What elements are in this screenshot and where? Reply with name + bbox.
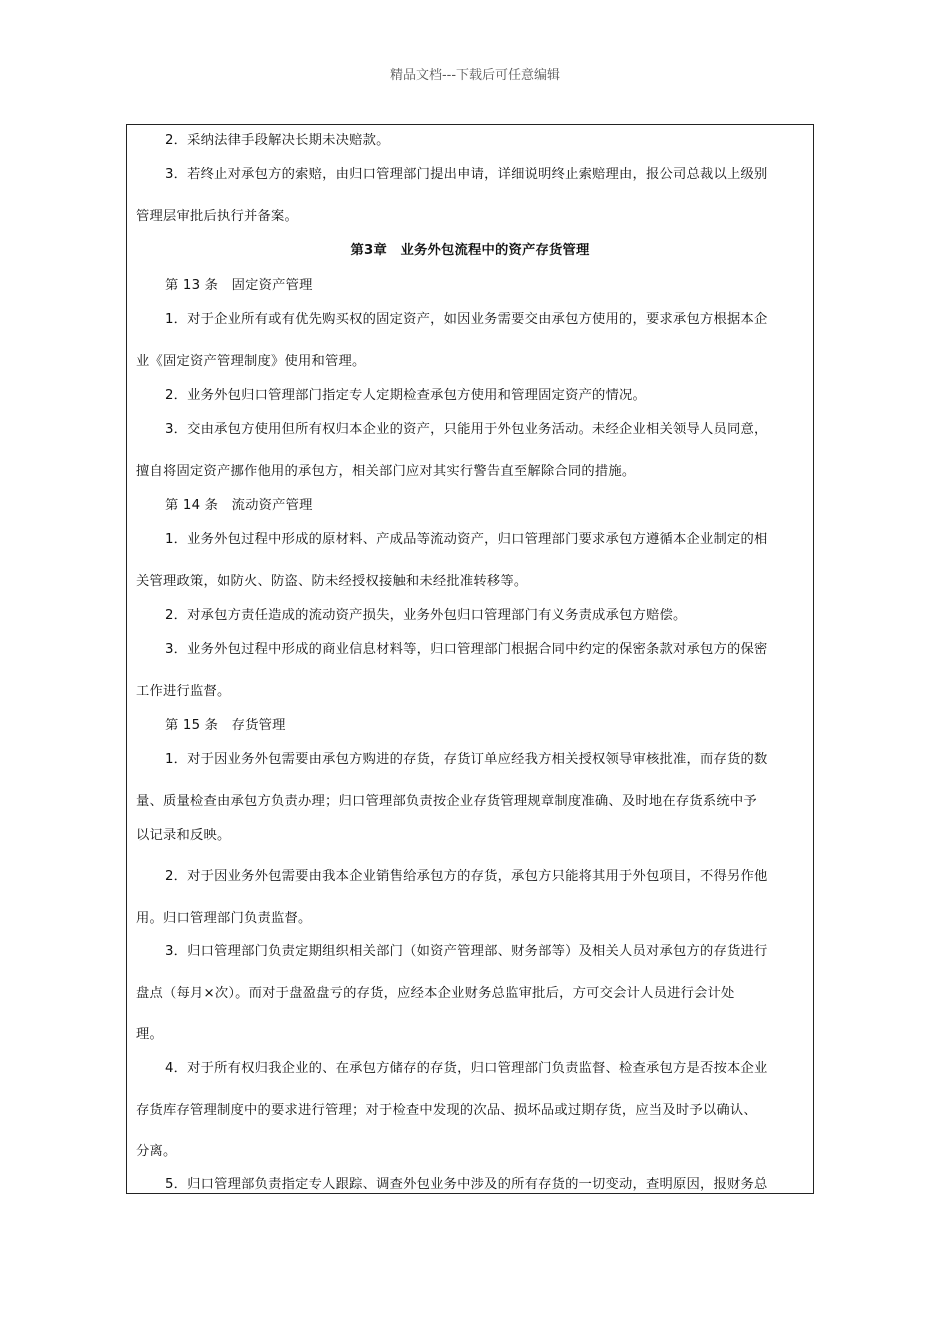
clause-line: 3．归口管理部门负责定期组织相关部门（如资产管理部、财务部等）及相关人员对承包方的存货进行 bbox=[165, 944, 768, 959]
article-heading: 第 14 条 流动资产管理 bbox=[165, 498, 313, 513]
header-watermark: 精品文档---下载后可任意编辑 bbox=[389, 68, 561, 83]
clause-line: 4．对于所有权归我企业的、在承包方储存的存货，归口管理部门负责监督、检查承包方是否按本企业 bbox=[165, 1061, 768, 1076]
clause-line: 2．采纳法律手段解决长期未决赔款。 bbox=[165, 133, 390, 148]
clause-line: 1．对于因业务外包需要由承包方购进的存货，存货订单应经我方相关授权领导审核批准，而存货的数 bbox=[165, 752, 768, 767]
clause-line: 存货库存管理制度中的要求进行管理；对于检查中发现的次品、损坏品或过期存货，应当及时予以确认、 bbox=[136, 1103, 757, 1118]
clause-line: 以记录和反映。 bbox=[136, 828, 231, 843]
clause-line: 工作进行监督。 bbox=[136, 684, 231, 699]
clause-line: 盘点（每月×次）。而对于盘盈盘亏的存货，应经本企业财务总监审批后，方可交会计人员进行会计处 bbox=[136, 986, 735, 1001]
clause-line: 擅自将固定资产挪作他用的承包方，相关部门应对其实行警告直至解除合同的措施。 bbox=[136, 464, 636, 479]
clause-line: 5．归口管理部负责指定专人跟踪、调查外包业务中涉及的所有存货的一切变动，查明原因，报财务总 bbox=[165, 1177, 768, 1192]
clause-line: 1．对于企业所有或有优先购买权的固定资产，如因业务需要交由承包方使用的，要求承包方根据本企 bbox=[165, 312, 768, 327]
clause-line: 量、质量检查由承包方负责办理；归口管理部负责按企业存货管理规章制度准确、及时地在存货系统中予 bbox=[136, 794, 757, 809]
clause-line: 3．业务外包过程中形成的商业信息材料等，归口管理部门根据合同中约定的保密条款对承包方的保密 bbox=[165, 642, 768, 657]
clause-line: 1．业务外包过程中形成的原材料、产成品等流动资产，归口管理部门要求承包方遵循本企业制定的相 bbox=[165, 532, 768, 547]
clause-line: 用。归口管理部门负责监督。 bbox=[136, 911, 312, 926]
clause-line: 关管理政策，如防火、防盗、防未经授权接触和未经批准转移等。 bbox=[136, 574, 528, 589]
document-frame bbox=[126, 124, 814, 1194]
chapter-heading: 第3章 业务外包流程中的资产存货管理 bbox=[350, 243, 590, 258]
clause-line: 2．对于因业务外包需要由我本企业销售给承包方的存货，承包方只能将其用于外包项目，不得另作他 bbox=[165, 869, 768, 884]
article-heading: 第 13 条 固定资产管理 bbox=[165, 278, 313, 293]
clause-line: 分离。 bbox=[136, 1144, 177, 1159]
clause-line: 管理层审批后执行并备案。 bbox=[136, 209, 298, 224]
clause-line: 3．若终止对承包方的索赔，由归口管理部门提出申请，详细说明终止索赔理由，报公司总裁以上级别 bbox=[165, 167, 768, 182]
clause-line: 理。 bbox=[136, 1027, 163, 1042]
clause-line: 3．交由承包方使用但所有权归本企业的资产，只能用于外包业务活动。未经企业相关领导人员同意， bbox=[165, 422, 768, 437]
clause-line: 业《固定资产管理制度》使用和管理。 bbox=[136, 354, 366, 369]
article-heading: 第 15 条 存货管理 bbox=[165, 718, 286, 733]
clause-line: 2．对承包方责任造成的流动资产损失，业务外包归口管理部门有义务责成承包方赔偿。 bbox=[165, 608, 687, 623]
clause-line: 2．业务外包归口管理部门指定专人定期检查承包方使用和管理固定资产的情况。 bbox=[165, 388, 647, 403]
